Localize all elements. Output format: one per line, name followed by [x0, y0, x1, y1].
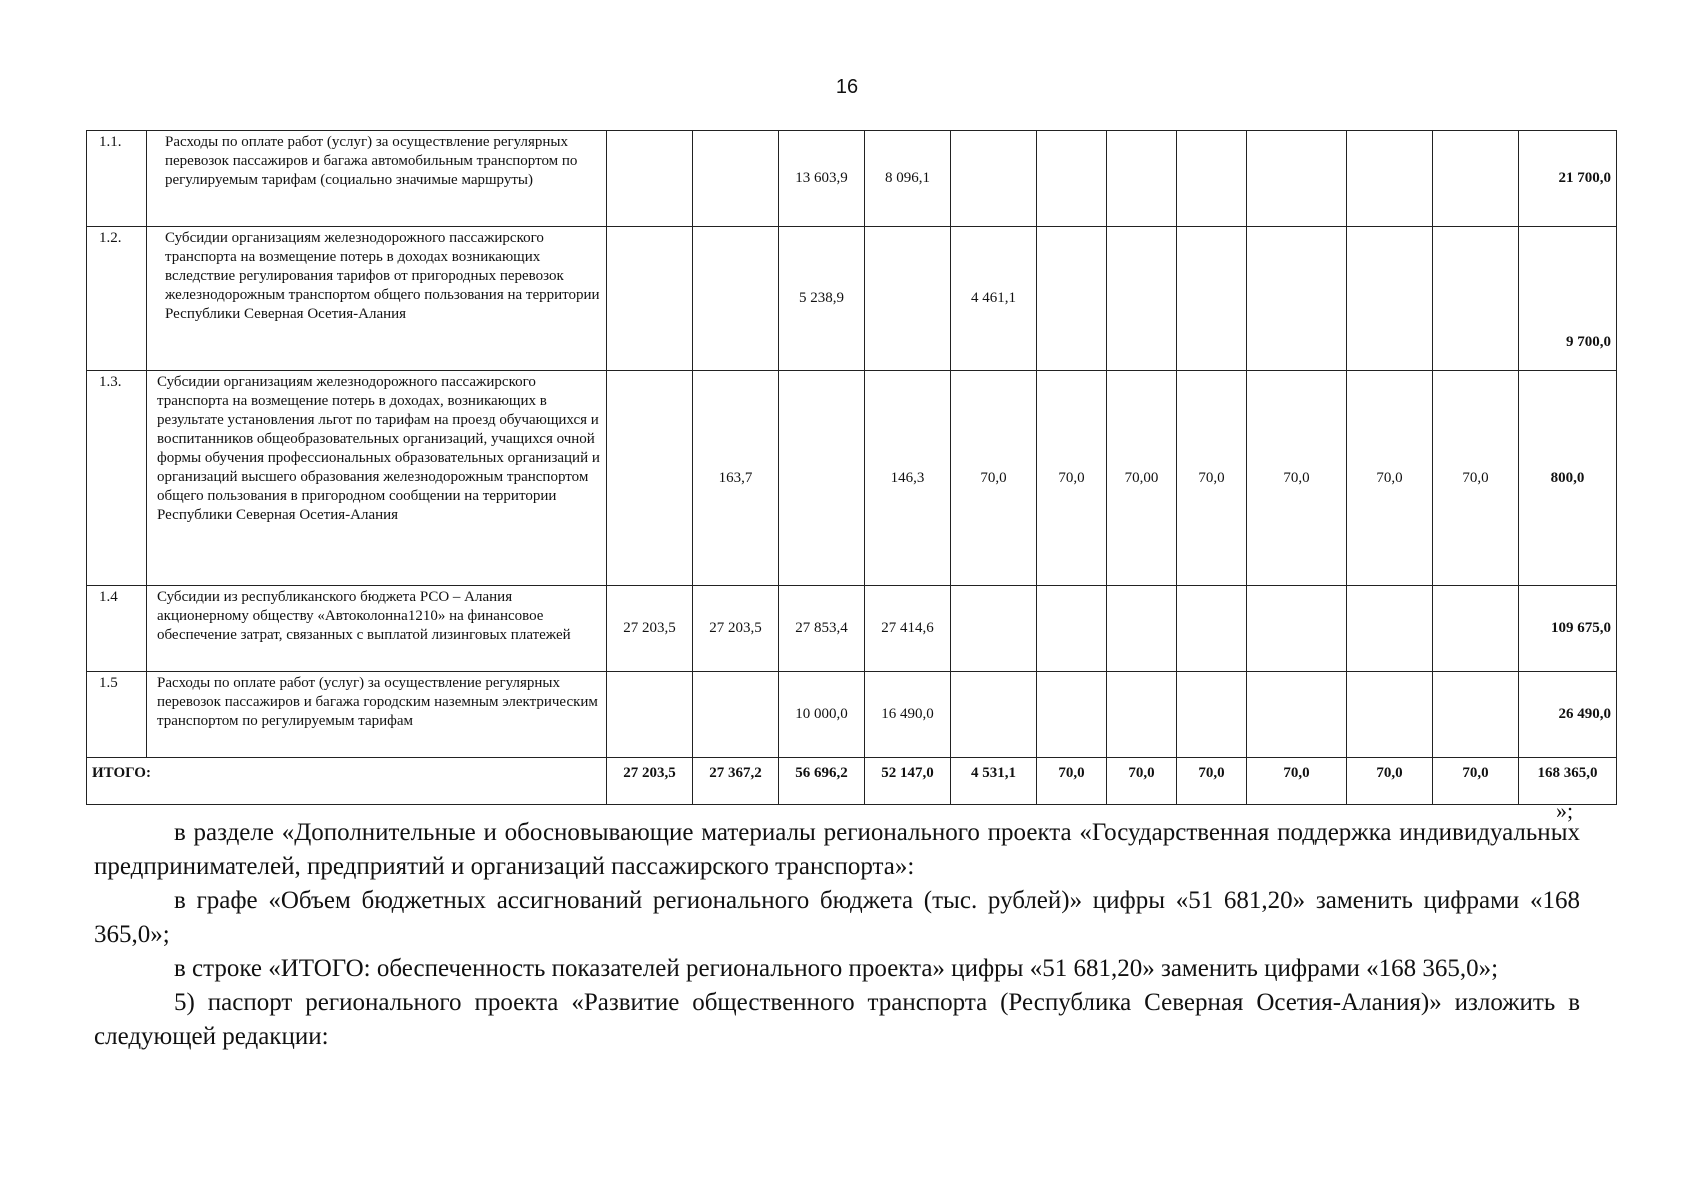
value-cell — [1347, 131, 1433, 227]
paragraph: 5) паспорт регионального проекта «Развитие общественного транспорта (Республика Северная Осетия-Алания)» изложить в следующей редакции: — [94, 989, 1580, 1050]
value-cell: 146,3 — [865, 371, 951, 586]
itogo-value-cell: 70,0 — [1433, 758, 1519, 805]
value-cell — [1177, 586, 1247, 672]
table-row — [87, 586, 1617, 672]
value-cell — [1037, 131, 1107, 227]
value-cell — [607, 227, 693, 371]
itogo-value-cell: 56 696,2 — [779, 758, 865, 805]
value-cell: 16 490,0 — [865, 672, 951, 758]
paragraph: в графе «Объем бюджетных ассигнований регионального бюджета (тыс. рублей)» цифры «51 681,20» заменить цифрами «168 365,0»; — [94, 887, 1580, 948]
value-cell — [1107, 586, 1177, 672]
value-cell: 4 461,1 — [951, 227, 1037, 371]
paragraph: в разделе «Дополнительные и обосновывающие материалы регионального проекта «Государственная поддержка индивидуальных предпринимателей, предприятий и организаций пассажирского транспорта»: — [94, 819, 1580, 880]
value-cell — [1037, 586, 1107, 672]
value-cell — [1347, 227, 1433, 371]
value-cell — [865, 227, 951, 371]
value-cell — [779, 371, 865, 586]
itogo-value-cell: 70,0 — [1107, 758, 1177, 805]
table-row — [87, 227, 1617, 371]
paragraph: в строке «ИТОГО: обеспеченность показателей регионального проекта» цифры «51 681,20» заменить цифрами «168 365,0»; — [174, 955, 1499, 982]
value-cell: 10 000,0 — [779, 672, 865, 758]
total-cell: 26 490,0 — [1519, 672, 1617, 758]
value-cell — [1037, 672, 1107, 758]
table-row — [87, 672, 1617, 758]
value-cell — [1247, 131, 1347, 227]
total-cell: 109 675,0 — [1519, 586, 1617, 672]
value-cell: 8 096,1 — [865, 131, 951, 227]
value-cell — [1107, 672, 1177, 758]
table-row-itogo — [87, 758, 1617, 805]
itogo-total-cell: 168 365,0 — [1519, 758, 1617, 805]
itogo-value-cell: 70,0 — [1177, 758, 1247, 805]
value-cell — [607, 371, 693, 586]
value-cell — [1177, 227, 1247, 371]
body-text — [94, 816, 1580, 1054]
value-cell: 70,0 — [1347, 371, 1433, 586]
itogo-value-cell: 70,0 — [1247, 758, 1347, 805]
value-cell: 13 603,9 — [779, 131, 865, 227]
value-cell: 70,00 — [1107, 371, 1177, 586]
value-cell — [951, 131, 1037, 227]
value-cell: 27 203,5 — [693, 586, 779, 672]
value-cell: 5 238,9 — [779, 227, 865, 371]
total-cell: 800,0 — [1519, 371, 1617, 586]
row-label: Расходы по оплате работ (услуг) за осуществление регулярных перевозок пассажиров и багажа городским наземным электрическим транспортом по регулируемым тарифам — [147, 672, 607, 758]
value-cell — [951, 672, 1037, 758]
itogo-value-cell: 4 531,1 — [951, 758, 1037, 805]
value-cell — [607, 131, 693, 227]
value-cell — [693, 131, 779, 227]
value-cell — [1433, 586, 1519, 672]
closing-quote: »; — [1556, 798, 1574, 823]
value-cell: 27 853,4 — [779, 586, 865, 672]
row-label: Расходы по оплате работ (услуг) за осуществление регулярных перевозок пассажиров и багажа автомобильным транспортом по регулируемым тарифам (социально значимые маршруты) — [147, 131, 607, 227]
budget-table — [86, 130, 1617, 805]
value-cell — [1107, 227, 1177, 371]
row-number: 1.4 — [87, 586, 147, 672]
value-cell — [1433, 131, 1519, 227]
value-cell — [693, 672, 779, 758]
value-cell — [1433, 227, 1519, 371]
page-number: 16 — [835, 76, 859, 98]
total-cell: 9 700,0 — [1519, 227, 1617, 371]
value-cell: 70,0 — [1037, 371, 1107, 586]
value-cell — [1247, 227, 1347, 371]
itogo-value-cell: 70,0 — [1347, 758, 1433, 805]
value-cell — [1247, 586, 1347, 672]
value-cell — [1347, 586, 1433, 672]
row-number: 1.1. — [87, 131, 147, 227]
value-cell — [1347, 672, 1433, 758]
itogo-value-cell: 70,0 — [1037, 758, 1107, 805]
row-label: Субсидии организациям железнодорожного пассажирского транспорта на возмещение потерь в доходах возникающих вследствие регулирования тарифов от пригородных перевозок железнодорожным транспортом общего пользования на территории Республики Северная Осетия-Алания — [147, 227, 607, 371]
value-cell: 70,0 — [1433, 371, 1519, 586]
itogo-label: ИТОГО: — [87, 758, 607, 805]
row-label: Субсидии из республиканского бюджета РСО – Алания акционерному обществу «Автоколонна1210» на финансовое обеспечение затрат, связанных с выплатой лизинговых платежей — [147, 586, 607, 672]
value-cell: 27 203,5 — [607, 586, 693, 672]
value-cell — [607, 672, 693, 758]
value-cell — [951, 586, 1037, 672]
value-cell: 70,0 — [1247, 371, 1347, 586]
value-cell: 27 414,6 — [865, 586, 951, 672]
value-cell — [1037, 227, 1107, 371]
table-row — [87, 371, 1617, 586]
row-number: 1.5 — [87, 672, 147, 758]
itogo-value-cell: 52 147,0 — [865, 758, 951, 805]
value-cell: 163,7 — [693, 371, 779, 586]
value-cell — [693, 227, 779, 371]
value-cell — [1177, 131, 1247, 227]
value-cell: 70,0 — [1177, 371, 1247, 586]
itogo-value-cell: 27 203,5 — [607, 758, 693, 805]
row-label: Субсидии организациям железнодорожного пассажирского транспорта на возмещение потерь в доходах, возникающих в результате установления льгот по тарифам на проезд обучающихся и воспитанников общеобразовательных организаций, учащихся очной формы обучения профессиональных образовательных организаций и организаций высшего образования железнодорожным транспортом общего пользования в пригородном сообщении на территории Республики Северная Осетия-Алания — [147, 371, 607, 586]
value-cell — [1433, 672, 1519, 758]
value-cell — [1107, 131, 1177, 227]
value-cell: 70,0 — [951, 371, 1037, 586]
total-cell: 21 700,0 — [1519, 131, 1617, 227]
value-cell — [1177, 672, 1247, 758]
row-number: 1.2. — [87, 227, 147, 371]
table-row — [87, 131, 1617, 227]
value-cell — [1247, 672, 1347, 758]
itogo-value-cell: 27 367,2 — [693, 758, 779, 805]
row-number: 1.3. — [87, 371, 147, 586]
